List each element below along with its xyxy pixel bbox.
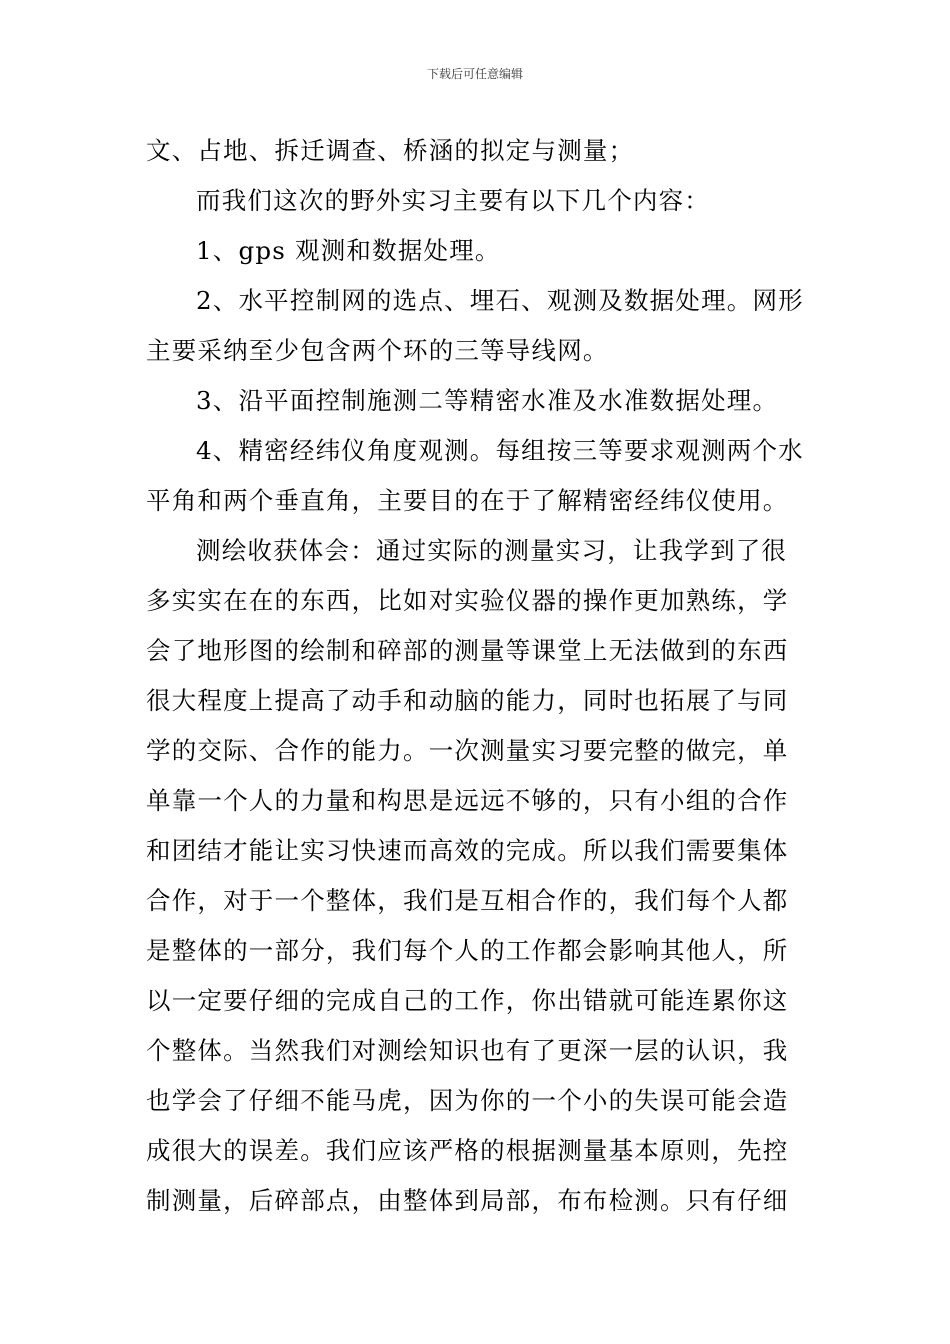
document-body — [146, 126, 816, 1226]
text-line: 1、gps 观测和数据处理。 — [196, 236, 501, 265]
text-line: 2、水平控制网的选点、埋石、观测及数据处理。网形 — [196, 286, 804, 315]
text-line: 学的交际、合作的能力。一次测量实习要完整的做完，单 — [146, 736, 789, 765]
text-line: 4、精密经纬仪角度观测。每组按三等要求观测两个水 — [196, 436, 804, 465]
text-line: 个整体。当然我们对测绘知识也有了更深一层的认识，我 — [146, 1036, 789, 1065]
text-line: 很大程度上提高了动手和动脑的能力，同时也拓展了与同 — [146, 686, 789, 715]
text-line: 主要采纳至少包含两个环的三等导线网。 — [146, 336, 609, 365]
text-line: 是整体的一部分，我们每个人的工作都会影响其他人，所 — [146, 936, 789, 965]
text-line: 单靠一个人的力量和构思是远远不够的，只有小组的合作 — [146, 786, 789, 815]
text-line: 和团结才能让实习快速而高效的完成。所以我们需要集体 — [146, 836, 789, 865]
paragraph-item-2 — [146, 276, 816, 376]
paragraph-survey-scope — [146, 126, 816, 176]
paragraph-item-1 — [146, 226, 816, 276]
text-line: 3、沿平面控制施测二等精密水准及水准数据处理。 — [196, 386, 779, 415]
text-line: 制测量，后碎部点，由整体到局部，布布检测。只有仔细 — [146, 1186, 789, 1215]
text-line: 平角和两个垂直角，主要目的在于了解精密经纬仪使用。 — [146, 486, 789, 515]
paragraph-item-4 — [146, 426, 816, 526]
text-line: 合作，对于一个整体，我们是互相合作的，我们每个人都 — [146, 886, 789, 915]
text-line: 成很大的误差。我们应该严格的根据测量基本原则，先控 — [146, 1136, 789, 1165]
text-line: 测绘收获体会：通过实际的测量实习，让我学到了很 — [196, 536, 788, 565]
page-header-note: 下载后可任意编辑 — [426, 67, 523, 81]
text-line: 以一定要仔细的完成自己的工作，你出错就可能连累你这 — [146, 986, 789, 1015]
text-line: 多实实在在的东西，比如对实验仪器的操作更加熟练，学 — [146, 586, 789, 615]
paragraph-item-3 — [146, 376, 816, 426]
text-line: 文、占地、拆迁调查、桥涵的拟定与测量； — [146, 136, 635, 165]
paragraph-reflection — [146, 526, 816, 1226]
text-line: 会了地形图的绘制和碎部的测量等课堂上无法做到的东西 — [146, 636, 789, 665]
text-line: 也学会了仔细不能马虎，因为你的一个小的失误可能会造 — [146, 1086, 789, 1115]
text-line: 而我们这次的野外实习主要有以下几个内容： — [196, 186, 710, 215]
paragraph-field-practice-intro — [146, 176, 816, 226]
